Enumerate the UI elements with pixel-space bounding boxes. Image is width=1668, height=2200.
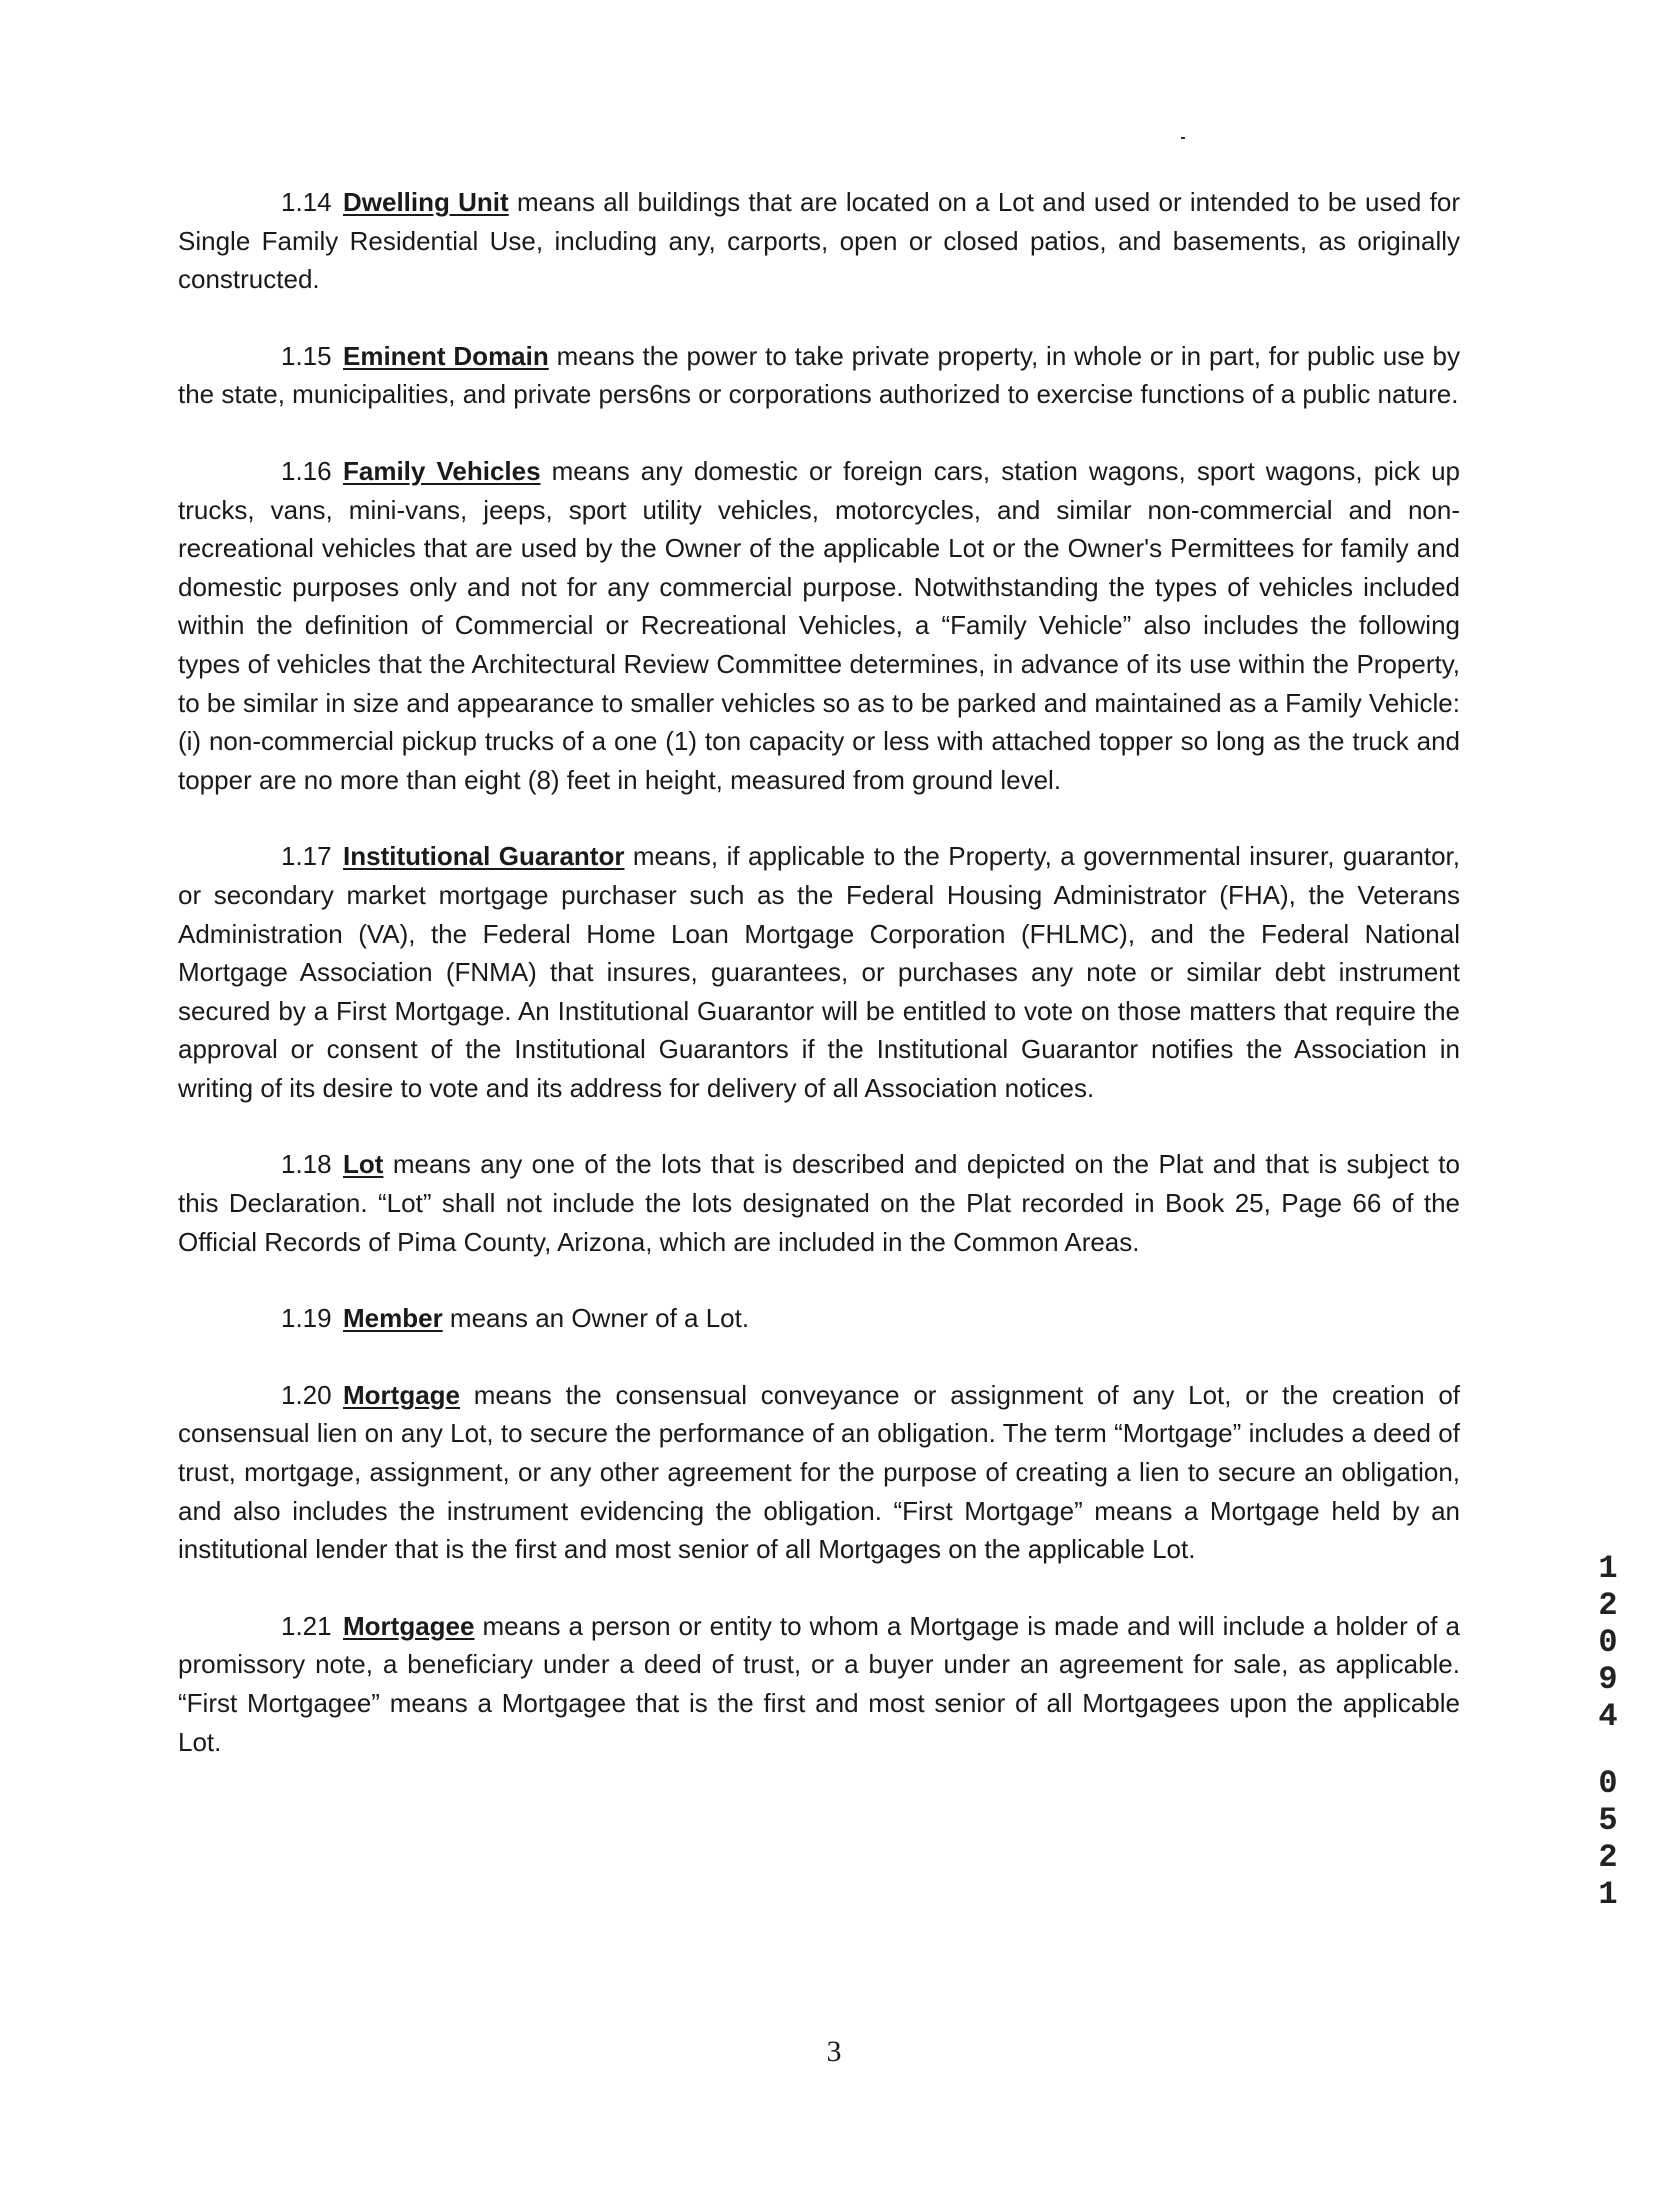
definition-paragraph	[178, 1145, 1460, 1261]
defined-term: Mortgage	[343, 1379, 460, 1410]
recording-number-stamp	[1588, 1550, 1628, 1913]
definitions-section	[178, 183, 1460, 1799]
definition-number: 1.20	[281, 1379, 332, 1410]
definition-text: means the consensual conveyance or assignment of any Lot, or the creation of consensual lien on any Lot, to secure the performance of an obligation. The term “Mortgage” includes a deed of trust, mortgage, assignment, or any other agreement for the purpose of creating a lien to secure an obligation, and also includes the instrument evidencing the obligation. “First Mortgage” means a Mortgage held by an institutional lender that is the first and most senior of all Mortgages on the applicable Lot.	[178, 1379, 1460, 1565]
definition-paragraph	[178, 183, 1460, 299]
defined-term: Family Vehicles	[343, 455, 541, 486]
definition-text: means an Owner of a Lot.	[442, 1303, 750, 1334]
defined-term: Institutional Guarantor	[343, 841, 625, 872]
definition-paragraph	[178, 337, 1460, 414]
definition-number: 1.18	[281, 1149, 332, 1180]
definition-text: means any domestic or foreign cars, station wagons, sport wagons, pick up trucks, vans, mini-vans, jeeps, sport utility vehicles, motorcycles, and similar non-commercial and non-recreational vehicles that are used by the Owner of the applicable Lot or the Owner's Permittees for family and domestic purposes only and not for any commercial purpose. Notwithstanding the types of vehicles included within the definition of Commercial or Recreational Vehicles, a “Family Vehicle” also includes the following types of vehicles that the Architectural Review Committee determines, in advance of its use within the Property, to be similar in size and appearance to smaller vehicles so as to be parked and maintained as a Family Vehicle: (i) non-commercial pickup trucks of a one (1) ton capacity or less with attached topper so long as the truck and topper are no more than eight (8) feet in height, measured from ground level.	[178, 455, 1460, 795]
definition-text: means, if applicable to the Property, a governmental insurer, guarantor, or secondary market mortgage purchaser such as the Federal Housing Administrator (FHA), the Veterans Administration (VA), the Federal Home Loan Mortgage Corporation (FHLMC), and the Federal National Mortgage Association (FNMA) that insures, guarantees, or purchases any note or similar debt instrument secured by a First Mortgage. An Institutional Guarantor will be entitled to vote on those matters that require the approval or consent of the Institutional Guarantors if the Institutional Guarantor notifies the Association in writing of its desire to vote and its address for delivery of all Association notices.	[178, 841, 1460, 1103]
recording-digit: 2	[1598, 1839, 1618, 1876]
definition-number: 1.14	[281, 187, 332, 217]
definition-number: 1.21	[281, 1610, 332, 1641]
defined-term: Dwelling Unit	[343, 187, 509, 217]
page-number: 3	[826, 2035, 842, 2068]
definition-text: means all buildings that are located on a Lot and used or intended to be used for Single Family Residential Use, including any, carports, open or closed patios, and basements, as originally constructed.	[178, 187, 1460, 295]
recording-digit: 0	[1598, 1765, 1618, 1802]
definition-paragraph	[178, 837, 1460, 1107]
defined-term: Eminent Domain	[343, 340, 549, 371]
definition-text: means any one of the lots that is described and depicted on the Plat and that is subject to this Declaration. “Lot” shall not include the lots designated on the Plat recorded in Book 25, Page 66 of the Official Records of Pima County, Arizona, which are included in the Common Areas.	[178, 1149, 1460, 1257]
scan-speck	[1181, 137, 1185, 139]
defined-term: Member	[343, 1303, 443, 1334]
definition-paragraph	[178, 1299, 1460, 1338]
definition-paragraph	[178, 452, 1460, 799]
definition-number: 1.19	[281, 1303, 332, 1334]
definition-number: 1.16	[281, 455, 332, 486]
recording-digit: 1	[1598, 1550, 1618, 1587]
definition-text: means a person or entity to whom a Mortgage is made and will include a holder of a promissory note, a beneficiary under a deed of trust, or a buyer under an agreement for sale, as applicable. “First Mortgagee” means a Mortgagee that is the first and most senior of all Mortgagees upon the applicable Lot.	[178, 1610, 1460, 1757]
recording-digit: 9	[1598, 1661, 1618, 1698]
definition-number: 1.15	[281, 340, 332, 371]
definition-paragraph	[178, 1607, 1460, 1761]
recording-digit: 5	[1598, 1802, 1618, 1839]
defined-term: Mortgagee	[343, 1610, 475, 1641]
definition-number: 1.17	[281, 841, 332, 872]
definition-text: means the power to take private property, in whole or in part, for public use by the state, municipalities, and private pers6ns or corporations authorized to exercise functions of a public nature.	[178, 340, 1460, 410]
recording-digit: 0	[1598, 1624, 1618, 1661]
recording-digit: 1	[1598, 1876, 1618, 1913]
recording-digit: 4	[1598, 1698, 1618, 1735]
recording-digit: 2	[1598, 1587, 1618, 1624]
defined-term: Lot	[343, 1149, 384, 1180]
definition-paragraph	[178, 1376, 1460, 1569]
